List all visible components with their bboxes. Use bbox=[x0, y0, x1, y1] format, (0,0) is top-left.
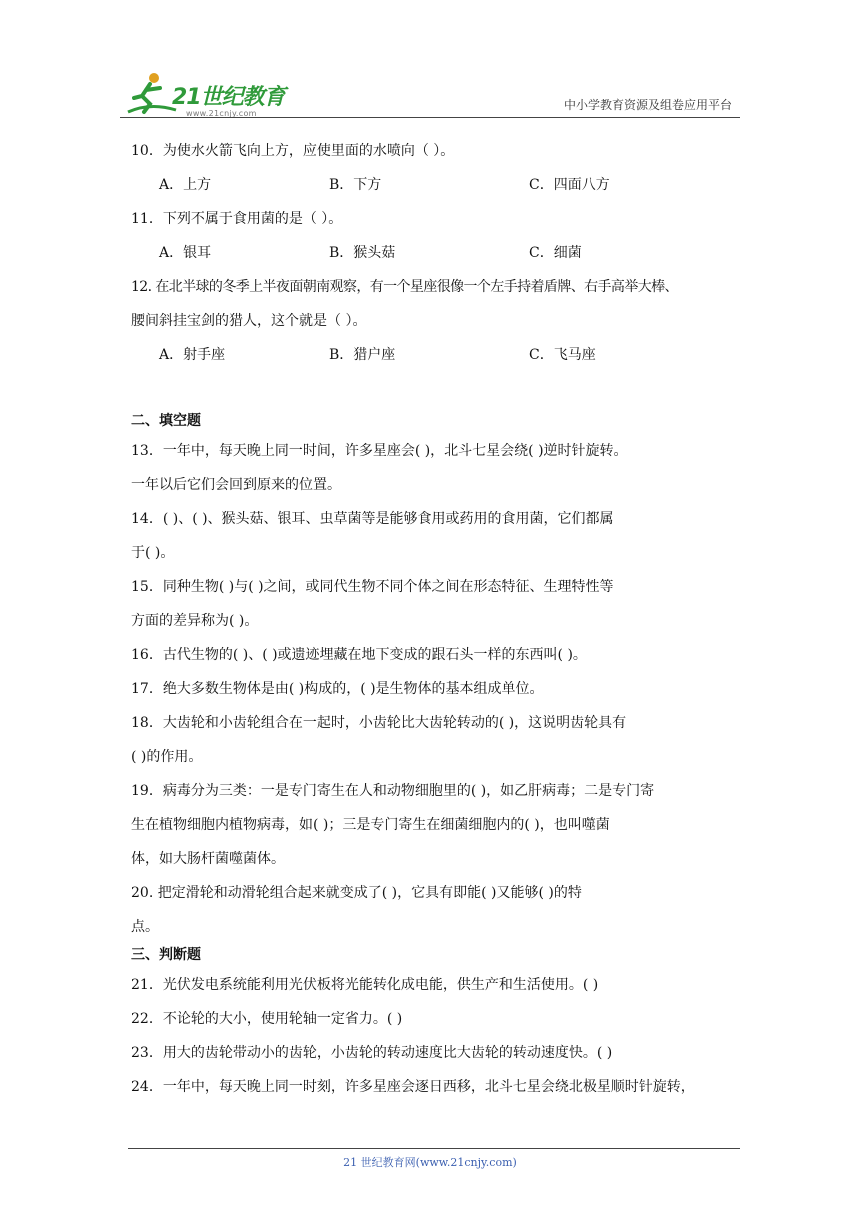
fill-line: 方面的差异称为( )。 bbox=[131, 613, 259, 629]
options-10 bbox=[131, 173, 731, 207]
option-c: C．四面八方 bbox=[529, 177, 610, 193]
option-b: B．猎户座 bbox=[329, 347, 396, 363]
question-11: 11．下列不属于食用菌的是（ ）。 bbox=[131, 211, 343, 227]
section-fill-title: 二、填空题 bbox=[131, 413, 201, 429]
fill-line: 17．绝大多数生物体是由( )构成的，( )是生物体的基本组成单位。 bbox=[131, 681, 544, 697]
option-b: B．猴头菇 bbox=[329, 245, 396, 261]
page-footer: 21 世纪教育网(www.21cnjy.com) bbox=[343, 1156, 517, 1169]
logo-url: www.21cnjy.com bbox=[186, 109, 257, 118]
fill-line: 14．( )、( )、猴头菇、银耳、虫草菌等是能够食用或药用的食用菌，它们都属 bbox=[131, 511, 614, 527]
fill-line: 18．大齿轮和小齿轮组合在一起时，小齿轮比大齿轮转动的( )，这说明齿轮具有 bbox=[131, 715, 627, 731]
option-a: A．上方 bbox=[159, 177, 212, 193]
fill-line: 体，如大肠杆菌噬菌体。 bbox=[131, 851, 285, 867]
options-12 bbox=[131, 343, 731, 377]
header-divider bbox=[120, 117, 740, 118]
judge-line: 21．光伏发电系统能利用光伏板将光能转化成电能，供生产和生活使用。( ) bbox=[131, 977, 599, 993]
fill-line: 一年以后它们会回到原来的位置。 bbox=[131, 477, 341, 493]
option-c: C．飞马座 bbox=[529, 347, 596, 363]
section-judge-title: 三、判断题 bbox=[131, 947, 201, 963]
platform-title: 中小学教育资源及组卷应用平台 bbox=[563, 98, 732, 112]
fill-line: 生在植物细胞内植物病毒，如( )；三是专门寄生在细菌细胞内的( )，也叫噬菌 bbox=[131, 817, 610, 833]
fill-line: 16．古代生物的( )、( )或遗迹埋藏在地下变成的跟石头一样的东西叫( )。 bbox=[131, 647, 587, 663]
fill-line: 点。 bbox=[131, 919, 159, 935]
judge-line: 24．一年中，每天晚上同一时刻，许多星座会逐日西移，北斗七星会绕北极星顺时针旋转， bbox=[131, 1079, 695, 1095]
fill-line: 13．一年中，每天晚上同一时间，许多星座会( )，北斗七星会绕( )逆时针旋转。 bbox=[131, 443, 628, 459]
fill-line: 15．同种生物( )与( )之间，或同代生物不同个体之间在形态特征、生理特性等 bbox=[131, 579, 614, 595]
judge-line: 23．用大的齿轮带动小的齿轮，小齿轮的转动速度比大齿轮的转动速度快。( ) bbox=[131, 1045, 613, 1061]
fill-line: ( )的作用。 bbox=[131, 749, 203, 765]
page-header bbox=[120, 60, 740, 118]
option-c: C．细菌 bbox=[529, 245, 582, 261]
option-a: A．银耳 bbox=[159, 245, 212, 261]
footer-divider bbox=[128, 1148, 740, 1149]
question-12-cont: 腰间斜挂宝剑的猎人，这个就是（ ）。 bbox=[131, 313, 367, 329]
options-11 bbox=[131, 241, 731, 275]
question-10: 10．为使水火箭飞向上方，应使里面的水喷向（ ）。 bbox=[131, 143, 455, 159]
fill-line: 20. 把定滑轮和动滑轮组合起来就变成了( )，它具有即能( )又能够( )的特 bbox=[131, 885, 582, 901]
fill-line: 于( )。 bbox=[131, 545, 175, 561]
option-b: B．下方 bbox=[329, 177, 382, 193]
judge-line: 22．不论轮的大小，使用轮轴一定省力。( ) bbox=[131, 1011, 403, 1027]
option-a: A．射手座 bbox=[159, 347, 226, 363]
logo-text: 21世纪教育 bbox=[172, 85, 285, 110]
question-12: 12. 在北半球的冬季上半夜面朝南观察，有一个星座很像一个左手持着盾牌、右手高举大棒、 bbox=[131, 279, 678, 295]
fill-line: 19．病毒分为三类：一是专门寄生在人和动物细胞里的( )，如乙肝病毒；二是专门寄 bbox=[131, 783, 655, 799]
exam-content bbox=[131, 139, 731, 1109]
site-logo bbox=[120, 68, 290, 118]
runner-logo-icon bbox=[120, 68, 180, 118]
